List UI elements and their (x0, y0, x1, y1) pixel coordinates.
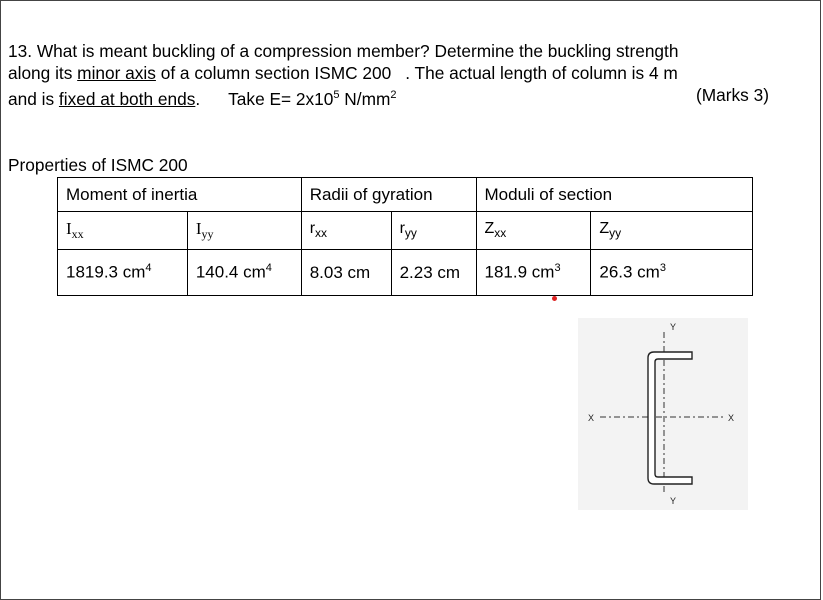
value-zyy-num: 26.3 cm (599, 262, 660, 282)
properties-table (57, 177, 753, 296)
symbol-zxx (476, 212, 591, 250)
question-line-1-text: 13. What is meant buckling of a compression member? Determine the buckling strength (8, 41, 679, 61)
symbol-iyy (187, 212, 301, 250)
header-radii-of-gyration: Radii of gyration (301, 178, 476, 212)
question-line-2-length: . The actual length of column is 4 m (405, 63, 678, 83)
symbol-iyy-base: I (195, 218, 202, 238)
symbol-iyy-sub: yy (201, 227, 214, 242)
symbol-ixx-sub: xx (71, 227, 84, 242)
red-marker-dot (552, 296, 557, 301)
label-y-bottom: Y (670, 496, 677, 506)
label-x-right: X (728, 413, 735, 423)
minor-axis-underlined: minor axis (77, 63, 156, 83)
header-moment-of-inertia: Moment of inertia (58, 178, 302, 212)
question-line-3 (8, 84, 808, 109)
value-zyy (591, 250, 753, 296)
modulus-e-text: Take E= 2x10 (228, 88, 334, 109)
modulus-e-unit-exponent: 2 (390, 89, 397, 101)
question-line-1 (8, 40, 808, 62)
value-iyy-num: 140.4 cm (195, 262, 266, 282)
question-line-3-period: . (195, 88, 201, 109)
value-zxx (476, 250, 591, 296)
question-line-3-start: and is (8, 88, 59, 109)
table-value-row (58, 250, 753, 296)
symbol-zxx-base: Z (484, 220, 495, 238)
value-ixx-exp: 4 (145, 262, 152, 275)
symbol-ryy-sub: yy (404, 226, 417, 241)
symbol-ixx (58, 212, 188, 250)
modulus-e-unit: N/mm (339, 88, 391, 109)
label-x-left: X (588, 413, 595, 423)
question-line-2 (8, 62, 808, 84)
value-zxx-num: 181.9 cm (484, 262, 555, 282)
symbol-zyy-sub: yy (609, 226, 622, 241)
channel-outline (648, 352, 692, 484)
value-ryy-num: 2.23 cm (399, 262, 461, 282)
symbol-ixx-base: I (66, 218, 72, 238)
header-moduli-of-section: Moduli of section (476, 178, 753, 212)
properties-title: Properties of ISMC 200 (8, 155, 188, 175)
value-ixx-num: 1819.3 cm (66, 262, 146, 282)
fixed-both-ends-underlined: fixed at both ends (58, 88, 196, 109)
symbol-ryy (391, 212, 476, 250)
modulus-e-exponent: 5 (333, 89, 340, 101)
table-symbol-row (58, 212, 753, 250)
marks-label: (Marks 3) (696, 85, 769, 105)
symbol-ryy-base: r (399, 220, 405, 238)
symbol-zxx-sub: xx (494, 226, 507, 241)
symbol-rxx (301, 212, 391, 250)
value-zyy-exp: 3 (659, 262, 666, 275)
question-text (8, 40, 808, 109)
channel-section-figure (578, 318, 748, 510)
value-zxx-exp: 3 (554, 262, 561, 275)
symbol-zyy (591, 212, 753, 250)
question-line-2-start: along its (8, 63, 78, 83)
symbol-rxx-base: r (309, 220, 316, 238)
value-ixx (58, 250, 188, 296)
table-header-row (58, 178, 753, 212)
symbol-rxx-sub: xx (315, 226, 328, 241)
value-rxx (301, 250, 391, 296)
value-ryy (391, 250, 476, 296)
channel-section-drawing (578, 318, 748, 510)
modulus-e (228, 89, 396, 109)
value-rxx-num: 8.03 cm (309, 262, 371, 282)
label-y-top: Y (670, 322, 677, 332)
question-line-2-section: of a column section ISMC 200 (155, 63, 392, 83)
value-iyy-exp: 4 (265, 262, 272, 275)
symbol-zyy-base: Z (599, 220, 610, 238)
value-iyy (187, 250, 301, 296)
